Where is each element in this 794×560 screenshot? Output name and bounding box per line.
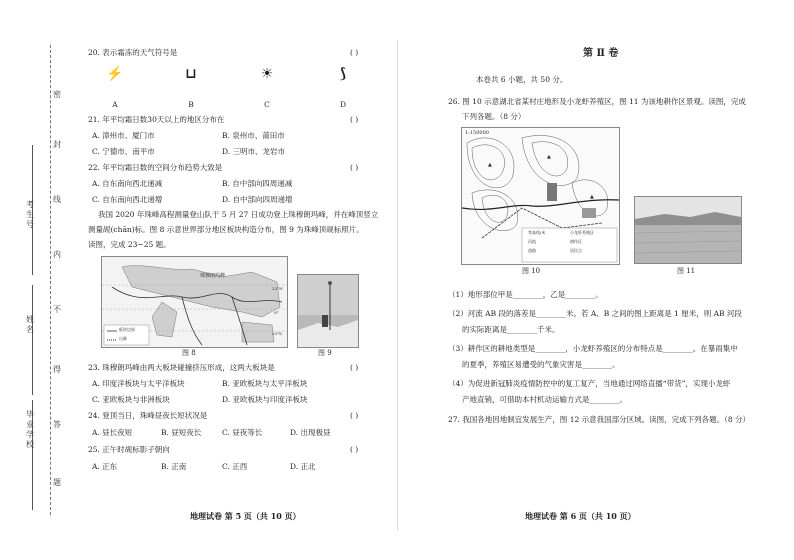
- q20-answer-paren: ( ): [350, 48, 359, 57]
- figure-8-caption: 图 8: [182, 349, 196, 357]
- figure-11-photo: [634, 196, 742, 264]
- q26-sub-2: （2）河流 AB 段的落差是________米。若 A、B 之间的图上距离是 1 厘米，则 AB 河段: [448, 309, 742, 318]
- q24-text: 24. 登顶当日，珠峰昼夜长短状况是: [88, 411, 208, 420]
- figure-8-map: [101, 256, 288, 348]
- map-legend-item: 道路: [528, 248, 536, 253]
- left-page-footer: 地理试卷 第 5 页（共 10 页）: [190, 511, 301, 521]
- map-legend-item: 居民点: [570, 248, 582, 253]
- binding-char: 答: [53, 420, 61, 429]
- q27-text: 27. 我国各地因地制宜发展生产，图 12 示意我国部分区域。读图，完成下列各题。（8 分）: [448, 415, 751, 424]
- field-label-exam-number: 考生号: [26, 200, 34, 229]
- right-page-footer: 地理试卷 第 6 页（共 10 页）: [525, 511, 636, 521]
- map-lat-23s: 23°S: [272, 331, 282, 336]
- q26-line: 26. 图 10 示意湖北省某村庄地形及小龙虾养殖区，图 11 为该地耕作区景观。读图，完成: [448, 97, 746, 106]
- binding-char: 线: [53, 195, 61, 204]
- q23-option-d: D. 亚欧板块与印度洋板块: [222, 395, 308, 404]
- figure-10-map: [461, 127, 620, 265]
- page-divider: [397, 40, 398, 530]
- q26-sub-3: （3）耕作区的耕地类型是________，小龙虾养殖区的分布特点是________。在暴雨集中: [448, 344, 738, 353]
- q21-option-b: B. 泉州市、莆田市: [222, 131, 285, 140]
- contour-map-graphic: [462, 128, 619, 264]
- typhoon-icon: ⟆: [339, 66, 347, 82]
- svg-text:▲: ▲: [590, 194, 594, 200]
- binding-char: 内: [53, 250, 61, 259]
- binding-char: 封: [53, 140, 61, 149]
- map-lat-23n: 23°N: [272, 286, 283, 291]
- binding-char: 题: [53, 478, 61, 487]
- map-legend-item: 小龙虾养殖区: [570, 230, 594, 235]
- q24-option-d: D. 出现极昼: [290, 428, 331, 437]
- map-scale: 1:150000: [465, 130, 489, 136]
- map-legend-mountain: 山脉: [119, 336, 127, 341]
- q22-option-d: D. 自中部向四周递增: [222, 195, 293, 204]
- q24-answer-paren: ( ): [350, 411, 359, 420]
- lightning-icon: ⚡: [106, 66, 124, 82]
- svg-text:▲: ▲: [547, 154, 551, 160]
- summit-photo-graphic: [298, 275, 358, 347]
- q24-option-c: C. 昼夜等长: [222, 428, 263, 437]
- figure-9-caption: 图 9: [318, 349, 332, 357]
- q25-option-b: B. 正南: [161, 462, 187, 471]
- plate-map-graphic: [102, 257, 287, 347]
- q25-text: 25. 正午时觇标影子朝向: [88, 445, 170, 454]
- q24-option-b: B. 昼短夜长: [161, 428, 202, 437]
- q23-option-b: B. 亚欧板块与太平洋板块: [222, 379, 308, 388]
- q21-option-d: D. 三明市、龙岩市: [222, 147, 286, 156]
- q20-text: 20. 表示霜冻的天气符号是: [88, 48, 178, 57]
- map-label-peak: 珠穆朗玛峰: [200, 273, 226, 279]
- figure-11-caption: 图 11: [677, 267, 696, 275]
- option-label: B: [188, 100, 194, 109]
- map-lat-0: 0°: [274, 310, 279, 315]
- binding-char: 密: [53, 90, 61, 99]
- section-heading: 第 Ⅱ 卷: [583, 48, 619, 59]
- q25-option-d: D. 正北: [290, 462, 316, 471]
- frost-symbol-icon: ⊔: [185, 66, 197, 82]
- q25-answer-paren: ( ): [350, 445, 359, 454]
- section-intro: 本卷共 6 小题，共 50 分。: [476, 75, 568, 84]
- q23-answer-paren: ( ): [350, 363, 359, 372]
- q22-option-b: B. 自中部向四周递减: [222, 179, 293, 188]
- field-label-name: 姓名: [26, 315, 34, 334]
- q21-option-c: C. 宁德市、南平市: [92, 147, 155, 156]
- passage-line: 读图，完成 23~25 题。: [88, 240, 171, 249]
- q23-option-a: A. 印度洋板块与太平洋板块: [92, 379, 185, 388]
- svg-text:▲: ▲: [488, 162, 492, 168]
- q25-option-a: A. 正东: [92, 462, 118, 471]
- sun-icon: ☀: [260, 66, 274, 82]
- figure-10-caption: 图 10: [522, 267, 541, 275]
- passage-line: 我国 2020 年珠峰高程测量登山队于 5 月 27 日成功登上珠穆朗玛峰，并在峰顶竖立: [98, 210, 379, 219]
- q22-option-a: A. 自东南向西北递减: [92, 179, 163, 188]
- map-legend-boundary: 板块边界: [119, 327, 135, 332]
- q25-option-c: C. 正西: [222, 462, 248, 471]
- q21-answer-paren: ( ): [350, 115, 359, 124]
- q22-answer-paren: ( ): [350, 163, 359, 172]
- q26-sub-2-cont: 的实际距离是________千米。: [462, 325, 560, 334]
- field-line: [32, 285, 33, 395]
- q21-text: 21. 年平均霜日数30天以上的地区分布在: [88, 115, 225, 124]
- q24-option-a: A. 昼长夜短: [92, 428, 133, 437]
- passage-line: 测量觇(chān)标。图 8 示意世界部分地区板块构造分布，图 9 为珠峰顶觇标照片。: [88, 225, 364, 234]
- q26-sub-1: （1）地形部位甲是________，乙是________。: [448, 290, 603, 299]
- option-label: D: [339, 100, 346, 109]
- q26-sub-4-cont: 产地直销，可借助本村机动运输方式是________。: [462, 395, 627, 404]
- option-label: C: [264, 100, 270, 109]
- map-legend-item: 耕作区: [570, 239, 582, 244]
- q26-sub-3-cont: 的夏季，养殖区易遭受的气象灾害是________。: [462, 360, 620, 369]
- option-label: A: [112, 100, 118, 109]
- q21-option-a: A. 漳州市、厦门市: [92, 131, 155, 140]
- q22-text: 22. 年平均霜日数的空间分布趋势大致是: [88, 163, 223, 172]
- q23-option-c: C. 亚欧板块与非洲板块: [92, 395, 170, 404]
- q23-text: 23. 珠穆朗玛峰由两大板块碰撞挤压形成，这两大板块是: [88, 363, 275, 372]
- binding-char: 得: [53, 365, 61, 374]
- q22-option-c: C. 自东南向西北递增: [92, 195, 163, 204]
- binding-dash-line: [50, 45, 51, 515]
- binding-char: 不: [53, 305, 61, 314]
- q26-line: 下列各题。（8 分）: [462, 112, 526, 121]
- map-legend-item: 河流: [528, 239, 536, 244]
- field-label-school: 毕业学校: [26, 410, 34, 449]
- farmland-photo-graphic: [635, 197, 741, 263]
- figure-9-photo: [297, 274, 359, 348]
- map-legend-item: 等高线/米: [528, 230, 546, 235]
- q26-sub-4: （4）为促进新冠肺炎疫情防控中的复工复产，当地通过网络直播“带货”，实现小龙虾: [448, 379, 731, 388]
